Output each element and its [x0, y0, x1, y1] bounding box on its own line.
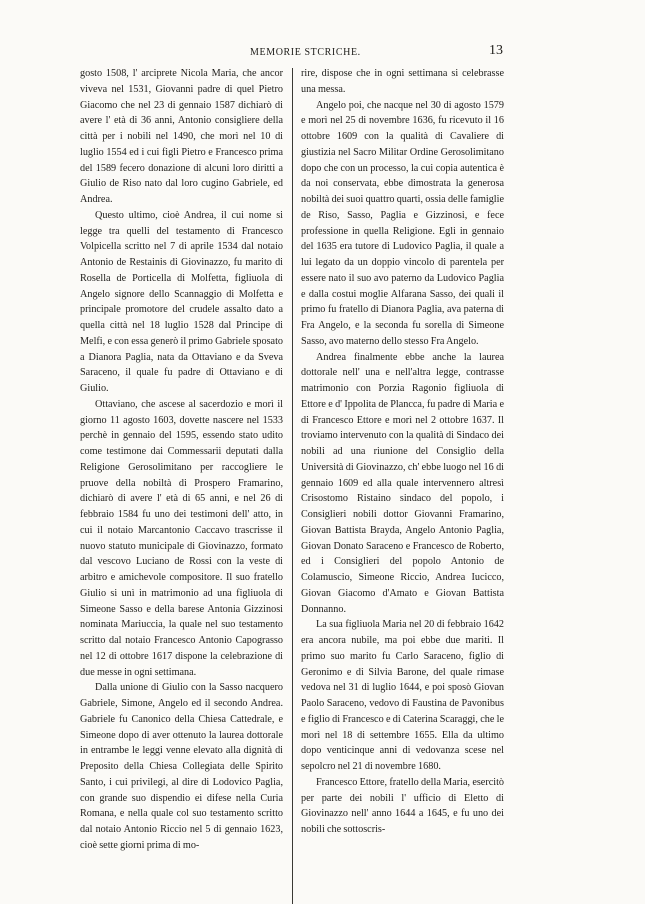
paragraph: Andrea finalmente ebbe anche la laurea dottorale nell' una e nell'altra legge, contrasse matrimonio con Porzia Ragonio figliuola di Ettore e d' Ippolita de Plancca, fu padre di Maria e di Francesco Ettore e morì nel 2 ottobre 1637. Il troviamo intervenuto con la qualità di Sindaco dei nobili ad una riunione del Consiglio della Università di Giovinazzo, ch' ebbe luogo nel 16 di gennaio 1609 ed alla quale intervennero altresì Crisostomo Ristaino sindaco del popolo, i Consiglieri nobili dottor Giovanni Framarino, Giovan Battista Brayda, Angelo Antonio Paglia, Giovan Donato Saraceno e Francesco de Roberto, ed i Consiglieri del popolo Antonio de Colamuscio, Simeone Riccio, Andrea Iucicco, Giovan Giacomo d'Amato e Giovan Battista Donnanno.	[301, 351, 504, 615]
paragraph: La sua figliuola Maria nel 20 di febbraio 1642 era ancora nubile, ma poi ebbe due mariti. Il primo suo marito fu Carlo Saraceno, figlio di Geronimo e di Silvia Barone, del quale rimase vedova nel 31 di luglio 1644, e poi sposò Giovan Paolo Saraceno, vedovo di Faustina de Pavonibus e figlio di Francesco e di Caterina Scaraggi, che le morì nel 18 di settembre 1655. Ella da ultimo dopo venticinque anni di vedovanza scese nel sepolcro nel 21 di novembre 1680.	[301, 619, 504, 772]
left-column	[80, 66, 283, 854]
page-number: 13	[489, 43, 503, 58]
column-divider	[292, 68, 293, 904]
paragraph: Questo ultimo, cioè Andrea, il cui nome si legge tra quelli del testamento di Francesco Volpicella scritto nel 7 di aprile 1534 dal notaio Antonio de Restainis di Giovinazzo, fu marito di Rosella de Porticella di Molfetta, figliuola di Angelo signore dello Scannaggio di Molfetta e principale promotore del crudele assalto dato a quella città nel 18 luglio 1528 dal Principe di Melfi, e con essa generò il primo Gabriele sposato a Dianora Paglia, nata da Ottaviano e da Sveva Saraceno, il quale fu padre di Ottaviano e di Giulio.	[80, 209, 283, 394]
running-head	[80, 43, 503, 65]
paragraph: rire, dispose che in ogni settimana si celebrasse una messa.	[301, 68, 504, 95]
paragraph: Angelo poi, che nacque nel 30 di agosto 1579 e morì nel 25 di novembre 1636, fu ricevuto il 16 ottobre 1609 con la qualità di Cavaliere di giustizia nel Sacro Militar Ordine Gerosolimitano dopo che con un processo, la cui copia autentica è da noi conservata, ebbe dimostrata la generosa nobiltà dei suoi quattro quarti, ossia delle famiglie de Riso, Sasso, Paglia e Gizzinosi, e fece professione in quella Religione. Egli in gennaio del 1635 era tutore di Ludovico Paglia, il quale a lui legato da un doppio vincolo di parentela per essere nato il suo avo paterno da Ludovico Paglia e dalla costui moglie Alfarana Sasso, dei quali il primo fu fratello di Dianora Paglia, ava paterna di Fra Angelo, e la seconda fu sorella di Simeone Sasso, avo materno dello stesso Fra Angelo.	[301, 99, 504, 347]
paragraph: Francesco Ettore, fratello della Maria, esercitò per parte dei nobili l' ufficio di Eletto di Giovinazzo nell' anno 1644 a 1645, e fu uno dei nobili che sottoscris-	[301, 776, 504, 835]
running-title: MEMORIE STCRICHE.	[250, 47, 361, 58]
right-column	[301, 66, 504, 838]
paragraph: gosto 1508, l' arciprete Nicola Maria, che ancor viveva nel 1531, Giovanni padre di quel Pietro Giacomo che nel 23 di gennaio 1587 dichiarò di avere l' età di 36 anni, Antonio consigliere della città per i nobili nel 1490, che morì nel 10 di luglio 1554 ed i cui figli Pietro e Francesco prima del 1589 fecero donazione di alcuni loro diritti a Giulio de Riso nato dal loro cugino Gabriele, ed Andrea.	[80, 68, 283, 205]
paragraph: Ottaviano, che ascese al sacerdozio e morì il giorno 11 agosto 1603, dovette nascere nel 1533 perchè in gennaio del 1595, essendo stato udito come testimone dai Commessarii deputati dalla Religione Gerosolimitano per raccogliere le pruove della nobiltà di Prospero Framarino, dichiarò di avere l' età di 65 anni, e nel 26 di febbraio 1584 fu uno dei testimoni dell' atto, in cui il notaio Marcantonio Caccavo trascrisse il nuovo statuto municipale di Giovinazzo, formato dal vescovo Luciano de Rossi con la veste di arbitro e amichevole compositore. Il suo fratello Giulio si unì in matrimonio ad una figliuola di Simeone Sasso e della barese Antonia Gizzinosi nominata Mariuccia, la quale nel suo testamento scritto dal notaio Francesco Antonio Capograsso nel 12 di ottobre 1617 dispone la celebrazione di due messe in ogni settimana.	[80, 398, 283, 678]
paragraph: Dalla unione di Giulio con la Sasso nacquero Gabriele, Simone, Angelo ed il secondo Andrea. Gabriele fu Canonico della Chiesa Cattedrale, e Simeone dopo di aver ottenuto la laurea dottorale in entrambe le leggi venne elevato alla dignità di Preposito della Chiesa Collegiata delle Spirito Santo, i cui privilegi, al dire di Lodovico Paglia, con grande suo dispendio ei difese nella Curia Romana, e nella quale col suo testamento scritto dal notaio Antonio Riccio nel 5 di gennaio 1623, cioè sette giorni prima di mo-	[80, 682, 283, 851]
